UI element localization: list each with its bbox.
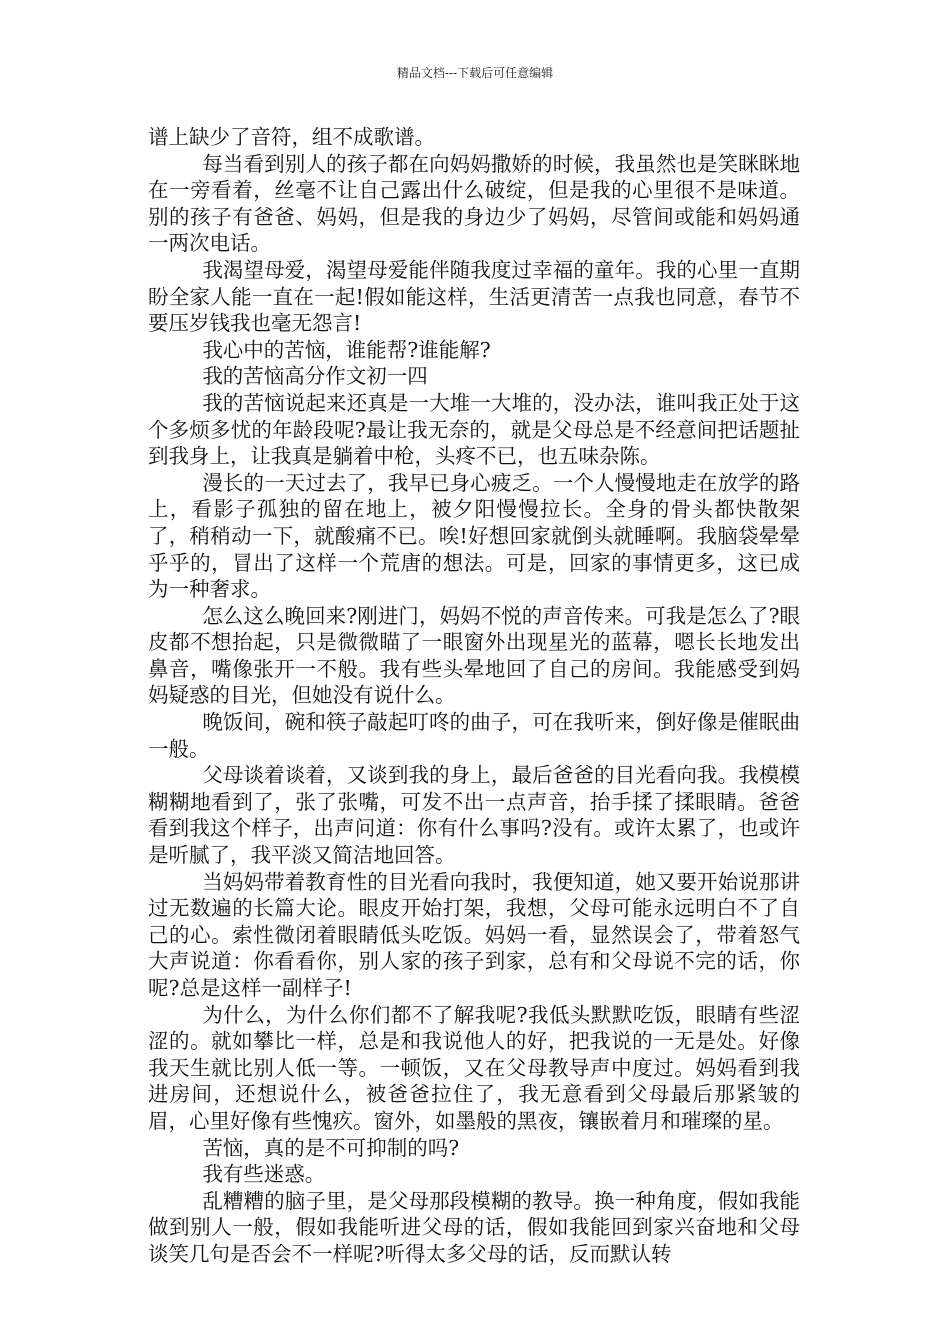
section-heading: 我的苦恼高分作文初一四 xyxy=(202,364,428,389)
paragraph: 每当看到别人的孩子都在向妈妈撒娇的时候，我虽然也是笑眯眯地在一旁看着，丝毫不让自己露出什么破绽，但是我的心里很不是味道。别的孩子有爸爸、妈妈，但是我的身边少了妈妈，尽管间或能和妈妈通一两次电话。 xyxy=(148,151,800,256)
paragraph: 漫长的一天过去了，我早已身心疲乏。一个人慢慢地走在放学的路上，看影子孤独的留在地上，被夕阳慢慢拉长。全身的骨头都快散架了，稍稍动一下，就酸痛不已。唉!好想回家就倒头就睡啊。我脑袋晕晕乎乎的，冒出了这样一个荒唐的想法。可是，回家的事情更多，这已成为一种奢求。 xyxy=(148,470,800,602)
paragraph: 乱糟糟的脑子里，是父母那段模糊的教导。换一种角度，假如我能做到别人一般，假如我能听进父母的话，假如我能回到家兴奋地和父母谈笑几句是否会不一样呢?听得太多父母的话，反而默认转 xyxy=(148,1188,800,1266)
paragraph: 苦恼，真的是不可抑制的吗? xyxy=(202,1135,460,1160)
document-body xyxy=(148,124,800,1268)
paragraph: 怎么这么晚回来?刚进门，妈妈不悦的声音传来。可我是怎么了?眼皮都不想抬起，只是微微瞄了一眼窗外出现星光的蓝幕，嗯长长地发出鼻音，嘴像张开一不般。我有些头晕地回了自己的房间。我能感受到妈妈疑惑的目光，但她没有说什么。 xyxy=(148,603,800,708)
paragraph: 谱上缺少了音符，组不成歌谱。 xyxy=(148,125,435,149)
page-header: 精品文档---下载后可任意编辑 xyxy=(396,66,554,80)
paragraph: 父母谈着谈着，又谈到我的身上，最后爸爸的目光看向我。我模模糊糊地看到了，张了张嘴，可发不出一点声音，抬手揉了揉眼睛。爸爸看到我这个样子，出声问道：你有什么事吗?没有。或许太累了，也或许是听腻了，我平淡又简洁地回答。 xyxy=(148,763,800,868)
paragraph: 当妈妈带着教育性的目光看向我时，我便知道，她又要开始说那讲过无数遍的长篇大论。眼皮开始打架，我想，父母可能永远明白不了自己的心。索性微闭着眼睛低头吃饭。妈妈一看，显然误会了，带着怒气大声说道：你看看你，别人家的孩子到家，总有和父母说不完的话，你呢?总是这样一副样子! xyxy=(148,869,800,1000)
paragraph: 我的苦恼说起来还真是一大堆一大堆的，没办法，谁叫我正处于这个多烦多忧的年龄段呢?最让我无奈的，就是父母总是不经意间把话题扯到我身上，让我真是躺着中枪，头疼不已，也五味杂陈。 xyxy=(148,390,800,469)
paragraph: 为什么，为什么你们都不了解我呢?我低头默默吃饭，眼睛有些涩涩的。就如攀比一样，总是和我说他人的好，把我说的一无是处。好像我天生就比别人低一等。一顿饭，又在父母教导声中度过。妈妈看到我进房间，还想说什么，被爸爸拉住了，我无意看到父母最后那紧皱的眉，心里好像有些愧疚。窗外，如墨般的黑夜，镶嵌着月和璀璨的星。 xyxy=(148,1002,800,1133)
paragraph: 晚饭间，碗和筷子敲起叮咚的曲子，可在我听来，倒好像是催眠曲一般。 xyxy=(148,710,800,761)
paragraph: 我渴望母爱，渴望母爱能伴随我度过幸福的童年。我的心里一直期盼全家人能一直在一起!假如能这样，生活更清苦一点我也同意，春节不要压岁钱我也毫无怨言! xyxy=(148,257,800,336)
paragraph: 我有些迷惑。 xyxy=(202,1162,326,1187)
paragraph: 我心中的苦恼，谁能帮?谁能解? xyxy=(202,337,491,362)
